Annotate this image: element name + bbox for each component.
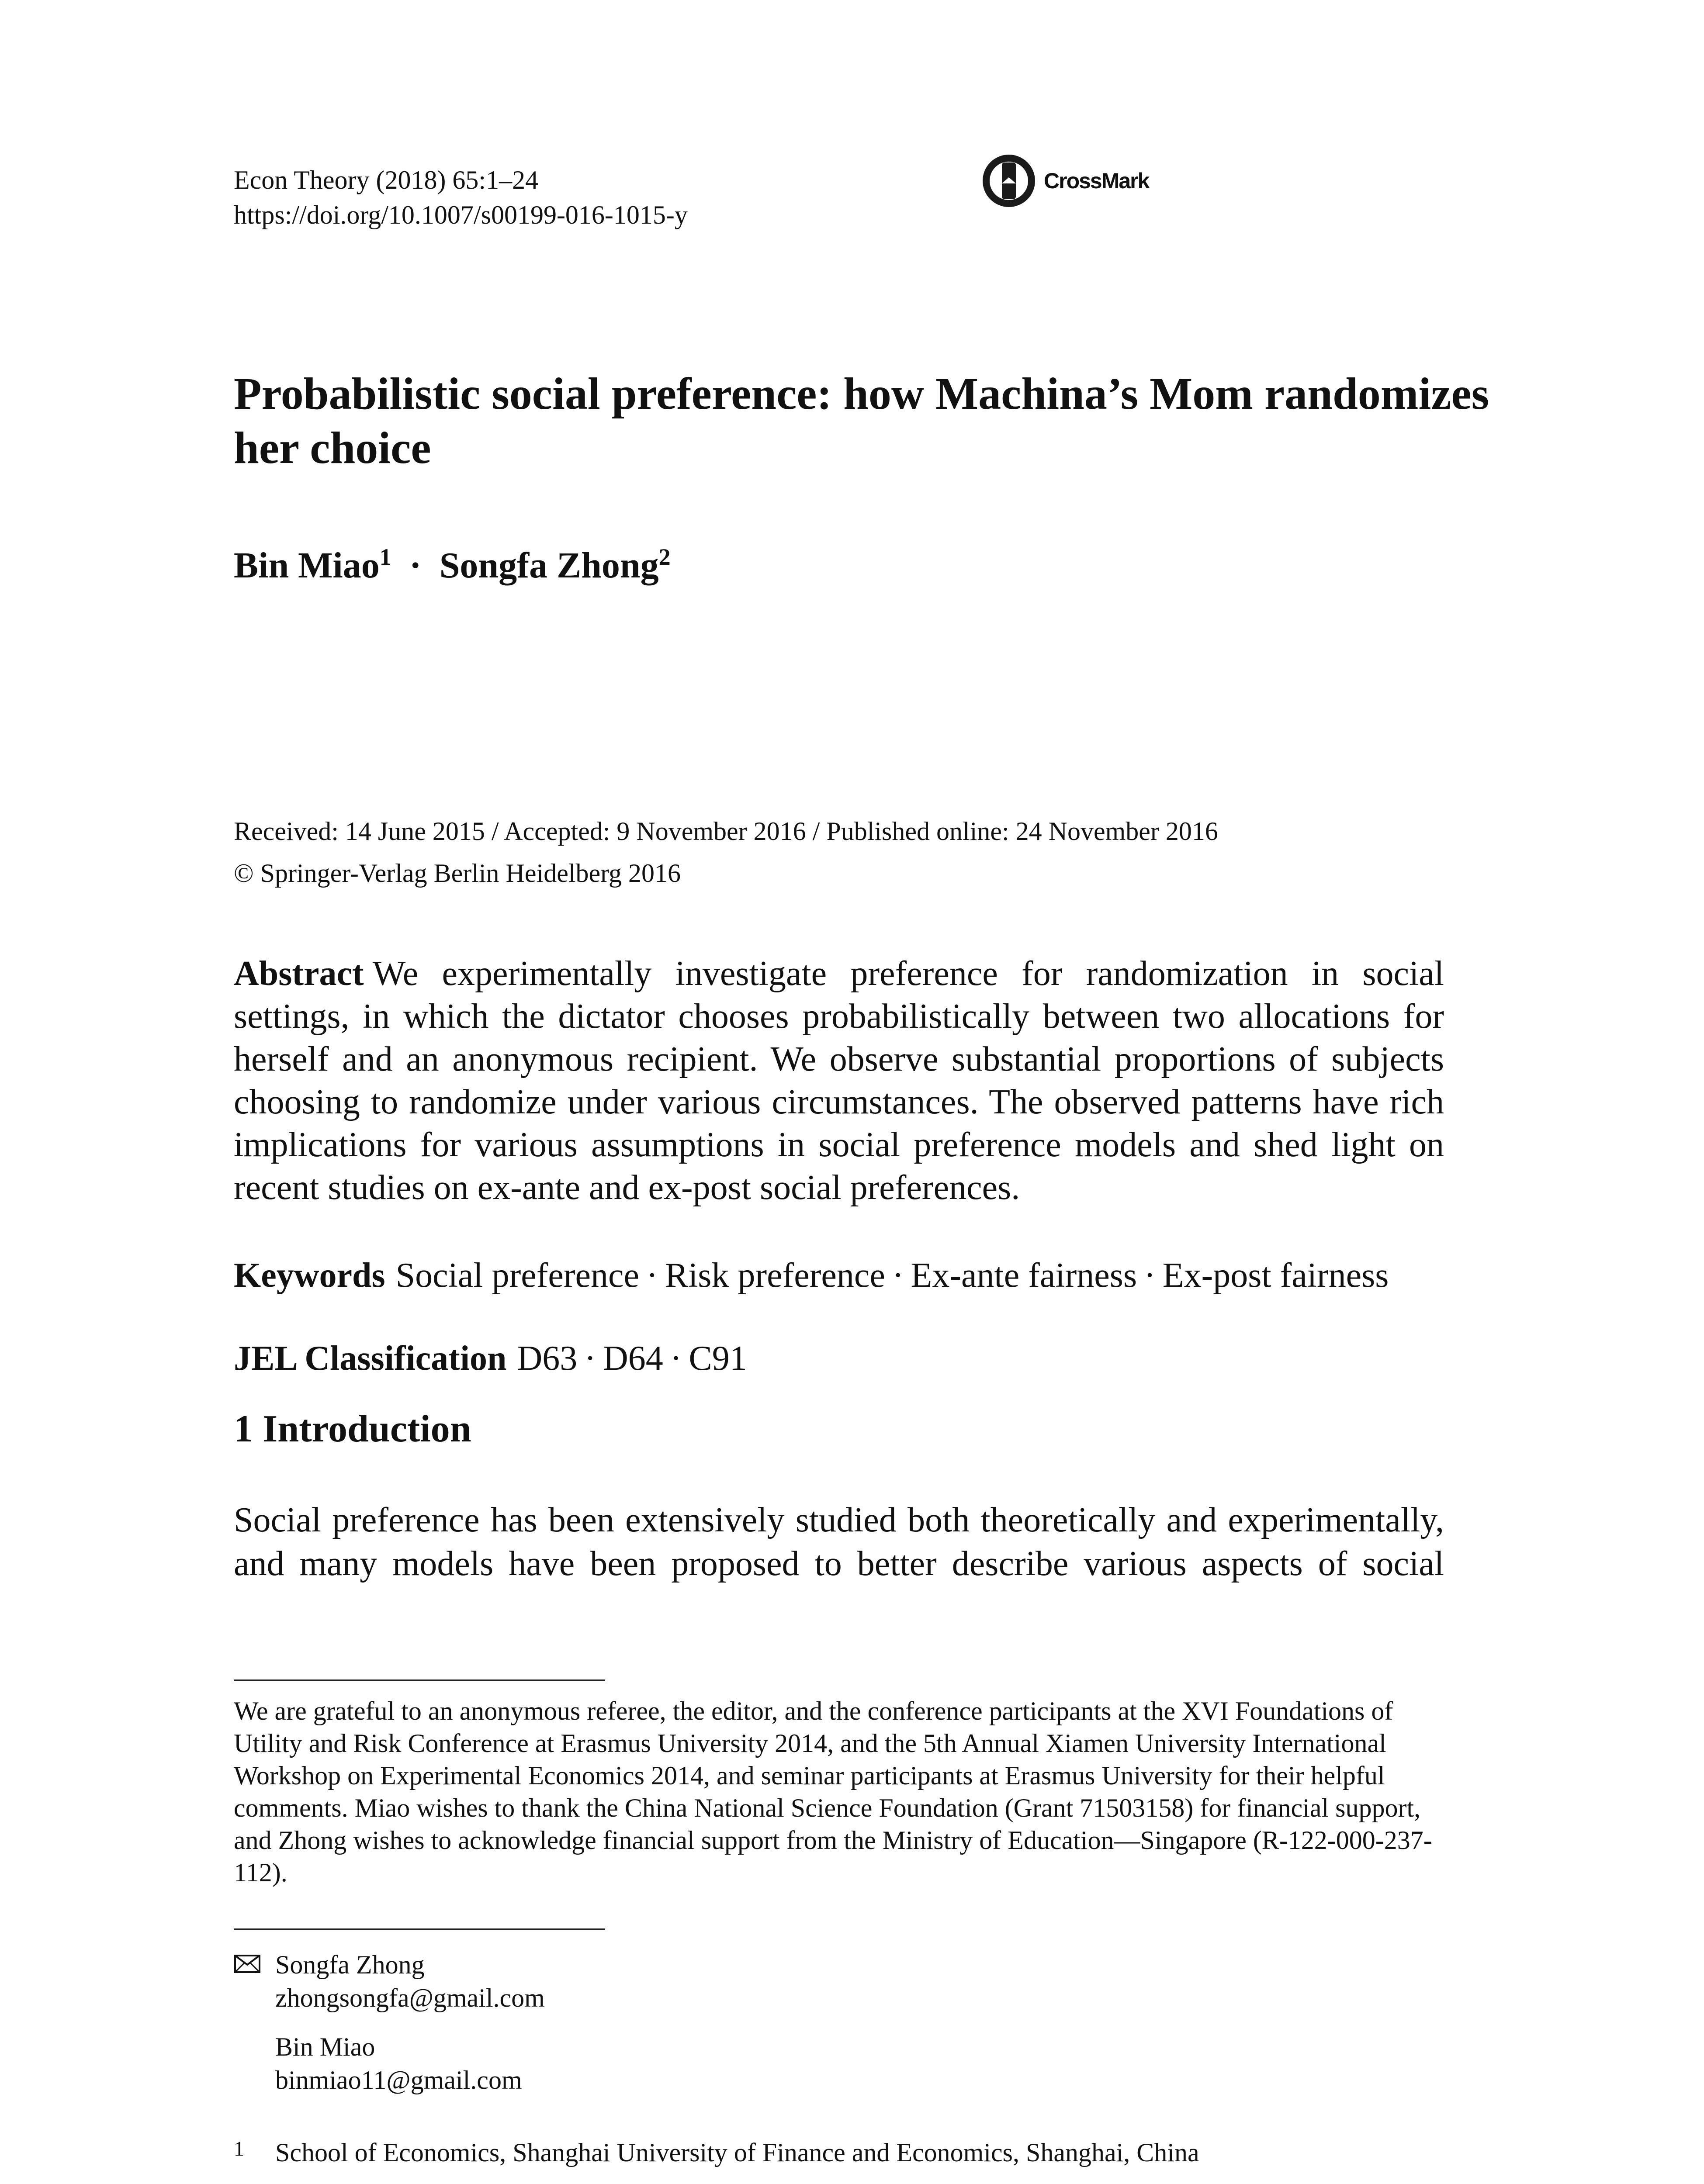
footnote-divider — [234, 1679, 605, 1681]
jel-code: D63 — [517, 1339, 578, 1378]
copyright-line: © Springer-Verlag Berlin Heidelberg 2016 — [234, 859, 681, 888]
intro-paragraph: Social preference has been extensively studied both theoretically and experimentally, and many models have been proposed to better describe various aspects of social — [234, 1501, 1444, 1583]
affiliation-1 — [234, 2136, 1199, 2169]
footnote-divider — [234, 1928, 605, 1930]
contact-email[interactable]: zhongsongfa@gmail.com — [275, 1984, 545, 2012]
abstract-label: Abstract — [234, 954, 364, 993]
affiliation-number: 1 — [234, 2137, 244, 2160]
contact-name: Bin Miao — [275, 2032, 375, 2061]
keyword: Risk preference — [665, 1256, 885, 1295]
doi-link[interactable]: https://doi.org/10.1007/s00199-016-1015-y — [234, 200, 688, 229]
paper-title: Probabilistic social preference: how Machina’s Mom randomizes her choice — [234, 369, 1489, 473]
keyword: Ex-ante fairness — [911, 1256, 1137, 1295]
affiliation-text: School of Economics, Shanghai University of Finance and Economics, Shanghai, China — [275, 2138, 1199, 2167]
keyword: Ex-post fairness — [1162, 1256, 1389, 1295]
keywords-label: Keywords — [234, 1256, 385, 1295]
corresponding-contacts — [234, 1948, 545, 2097]
author-affiliation-mark: 2 — [658, 544, 671, 570]
crossmark-badge[interactable] — [981, 153, 1149, 209]
crossmark-icon — [981, 153, 1037, 209]
journal-citation: Econ Theory (2018) 65:1–24 — [234, 166, 539, 194]
journal-header — [234, 162, 688, 232]
publication-history — [234, 810, 1218, 894]
author-name: Bin Miao — [234, 545, 380, 586]
contact-email[interactable]: binmiao11@gmail.com — [275, 2066, 522, 2094]
jel-code: C91 — [689, 1339, 747, 1378]
author-name: Songfa Zhong — [439, 545, 659, 586]
acknowledgement-footnote: We are grateful to an anonymous referee, the editor, and the conference participants at the XVI Foundations of Utility and Risk Conference at Erasmus University 2014, and the 5th Annual Xiamen University International Workshop on Experimental Economics 2014, and seminar participants at Erasmus University for their helpful comments. Miao wishes to thank the China National Science Foundation (Grant 71503158) for financial support, and Zhong wishes to acknowledge financial support from the Ministry of Education—Singapore (R-122-000-237-112). — [234, 1697, 1432, 1887]
abstract — [234, 952, 1444, 1209]
jel-label: JEL Classification — [234, 1339, 507, 1378]
abstract-text: We experimentally investigate preference for randomization in social settings, in which the dictator chooses probabilistically between two allocations for herself and an anonymous recipient. We observe substantial proportions of subjects choosing to randomize under various circumstances. The observed patterns have rich implications for various assumptions in social preference models and shed light on recent studies on ex-ante and ex-post social preferences. — [234, 954, 1444, 1207]
author-list — [234, 535, 671, 587]
jel-code: D64 — [603, 1339, 663, 1378]
contact-entry — [234, 1948, 545, 2097]
keywords: Keywords Social preference · Risk preference · Ex-ante fairness · Ex-post fairness — [234, 1256, 1389, 1295]
jel-classification: JEL Classification D63 · D64 · C91 — [234, 1339, 747, 1378]
keyword: Social preference — [395, 1256, 640, 1295]
section-heading: 1 Introduction — [234, 1408, 471, 1450]
contact-name: Songfa Zhong — [275, 1950, 425, 1979]
author-affiliation-mark: 1 — [379, 544, 391, 570]
author-separator: · — [409, 545, 422, 586]
crossmark-label: CrossMark — [1044, 169, 1149, 193]
envelope-icon — [234, 1948, 275, 2097]
received-accepted-dates: Received: 14 June 2015 / Accepted: 9 November 2016 / Published online: 24 November 2016 — [234, 817, 1218, 846]
